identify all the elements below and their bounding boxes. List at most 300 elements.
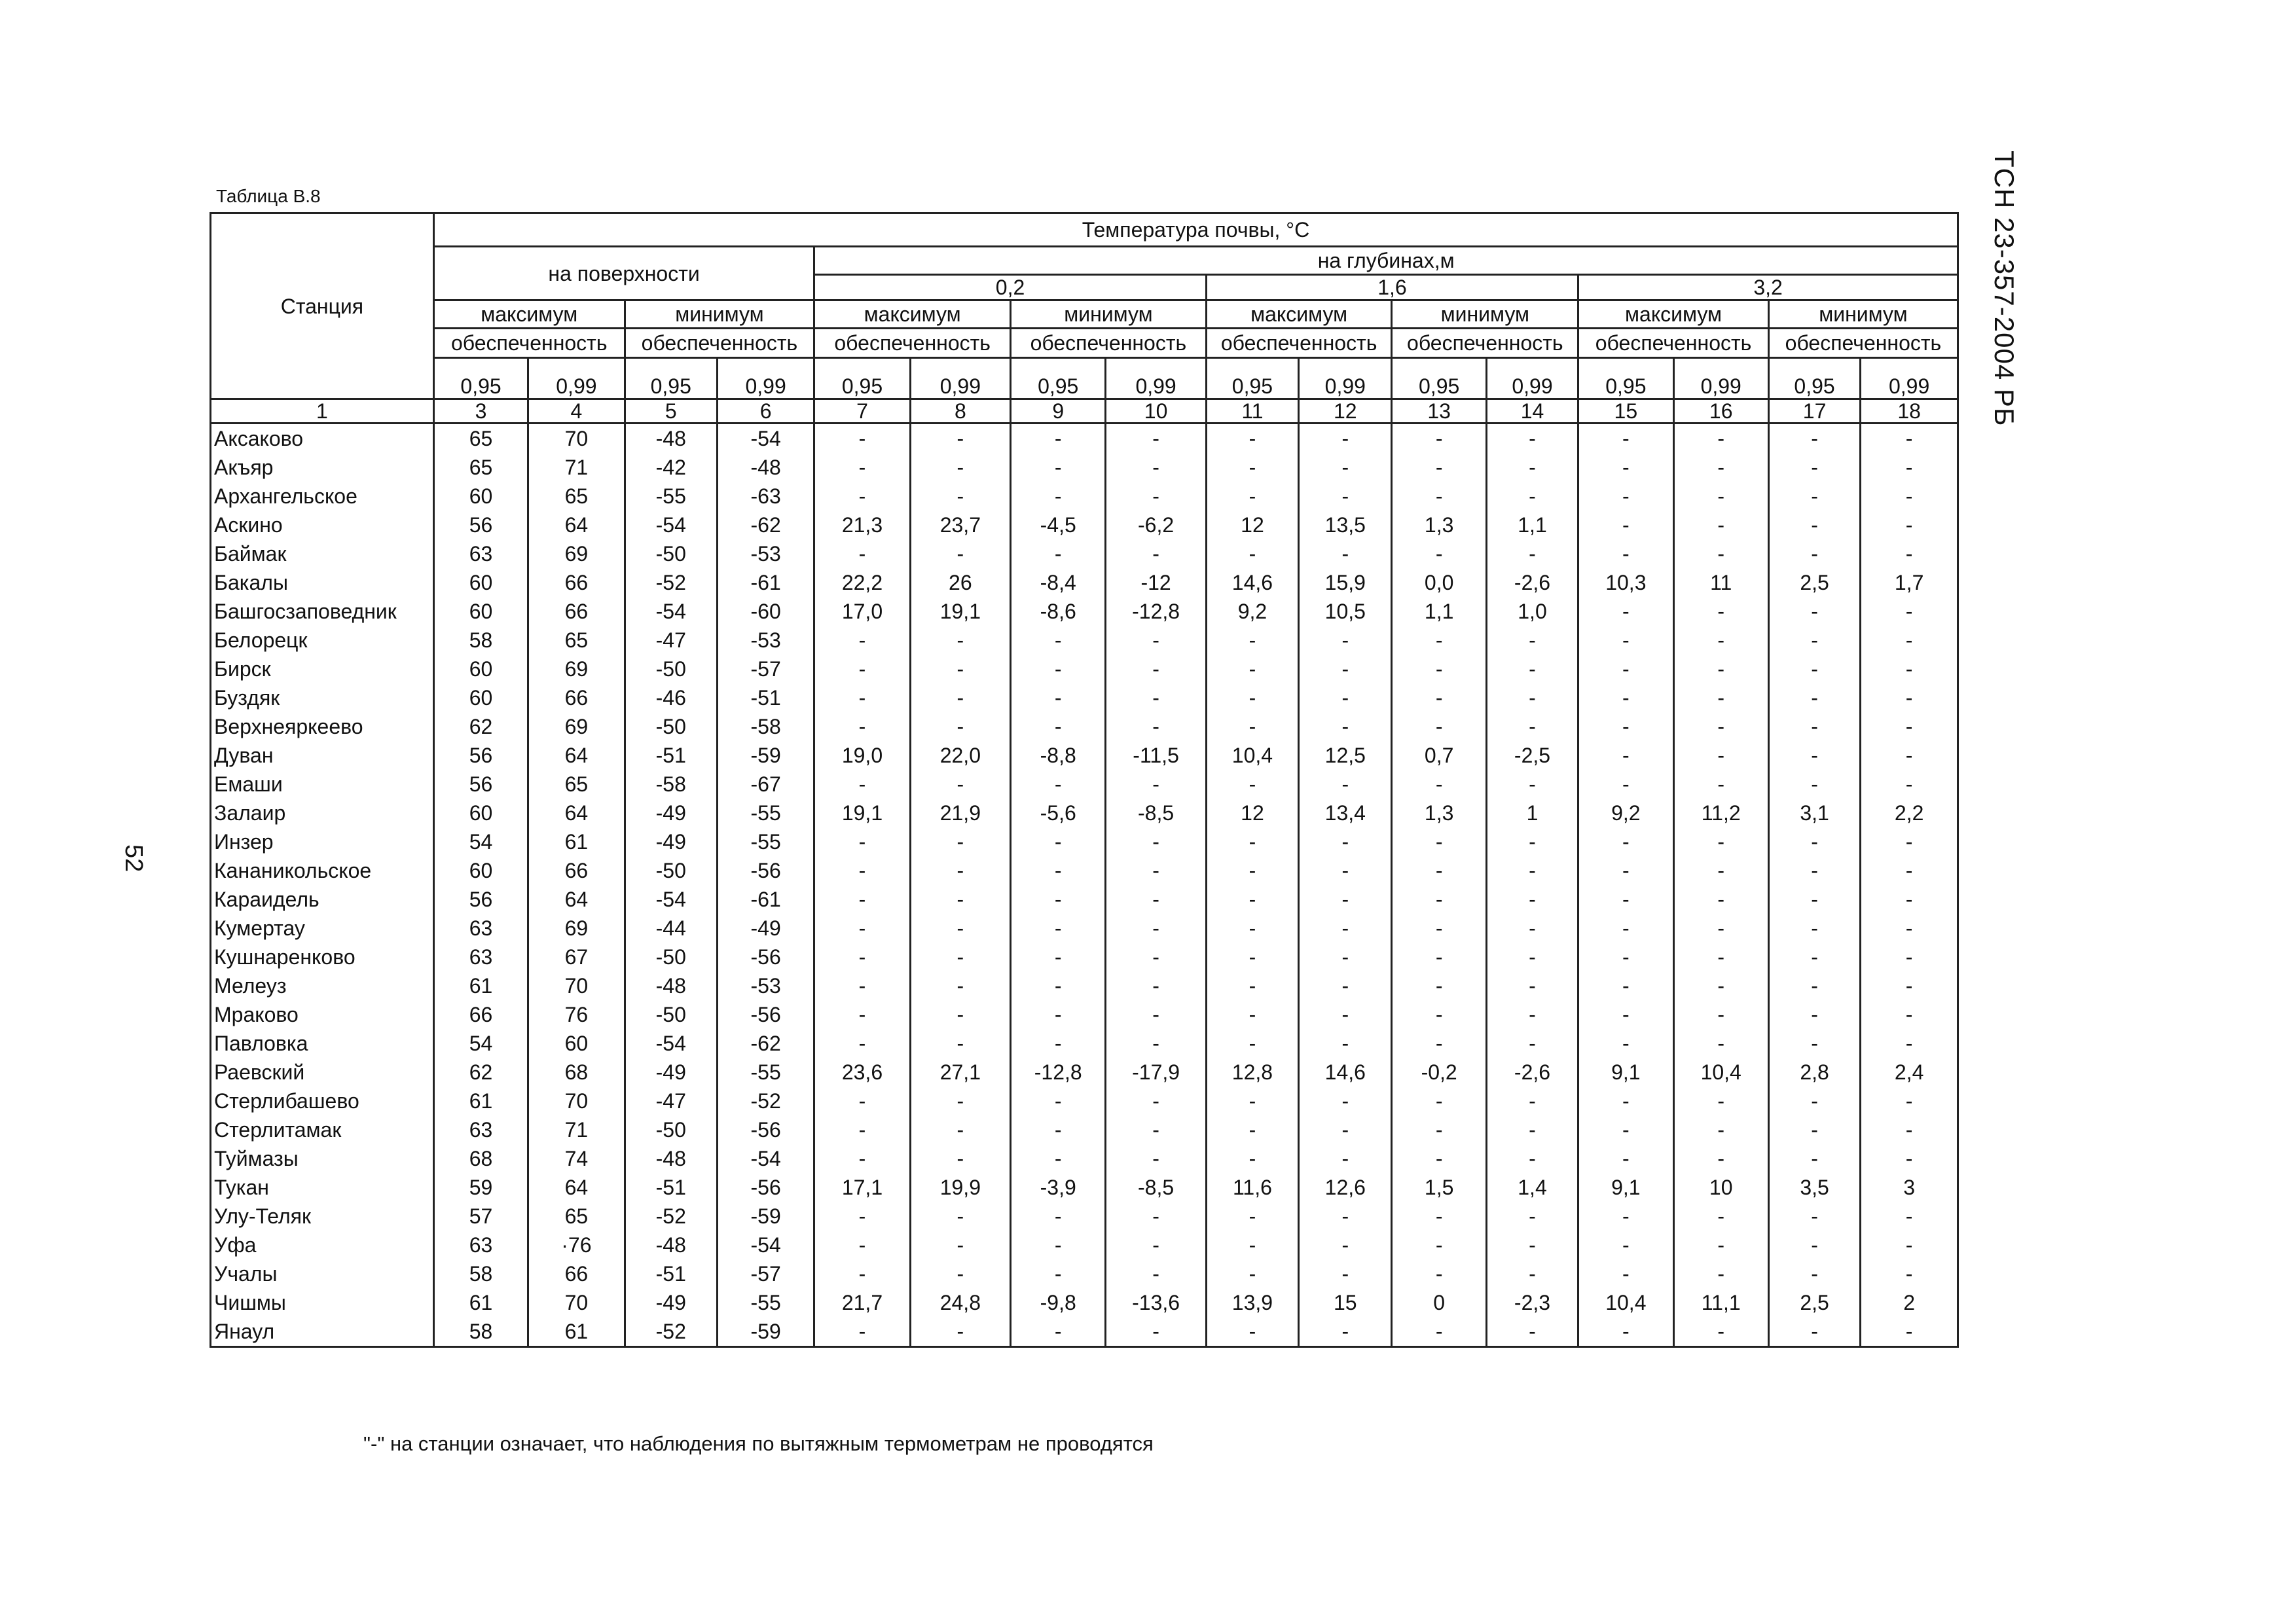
table-cell: 2,5 <box>1768 568 1860 597</box>
table-cell: -49 <box>625 799 717 827</box>
table-cell: - <box>1106 482 1206 511</box>
max-header: максимум <box>814 300 1011 329</box>
table-row <box>211 914 1958 943</box>
provision-header: обеспеченность <box>1578 329 1769 358</box>
table-cell: - <box>1206 539 1298 568</box>
table-cell: 10,3 <box>1578 568 1673 597</box>
table-cell: - <box>1578 971 1673 1000</box>
table-cell: - <box>1106 712 1206 741</box>
table-cell: - <box>1861 539 1958 568</box>
probability-header: 0,99 <box>528 358 625 399</box>
station-name: Караидель <box>211 885 434 914</box>
table-cell: - <box>1578 1144 1673 1173</box>
table-cell: 71 <box>528 1115 625 1144</box>
table-cell: 69 <box>528 539 625 568</box>
table-cell: - <box>1106 971 1206 1000</box>
table-cell: 60 <box>433 482 528 511</box>
table-cell: -48 <box>625 424 717 454</box>
table-cell: - <box>1011 1000 1106 1029</box>
table-cell: 69 <box>528 914 625 943</box>
table-cell: - <box>1486 1144 1578 1173</box>
table-cell: - <box>1011 914 1106 943</box>
column-number: 18 <box>1861 399 1958 424</box>
table-row <box>211 1058 1958 1087</box>
table-cell: - <box>1106 655 1206 683</box>
table-cell: -2,3 <box>1486 1288 1578 1317</box>
table-cell: - <box>1578 1029 1673 1058</box>
table-cell: - <box>1578 914 1673 943</box>
table-cell: -44 <box>625 914 717 943</box>
table-cell: - <box>1673 626 1768 655</box>
table-cell: 63 <box>433 943 528 971</box>
table-cell: 66 <box>528 856 625 885</box>
table-cell: 60 <box>433 568 528 597</box>
table-cell: - <box>1861 1144 1958 1173</box>
table-cell: - <box>910 971 1010 1000</box>
table-cell: - <box>1299 1317 1392 1347</box>
table-cell: - <box>1011 539 1106 568</box>
table-cell: 1,0 <box>1486 597 1578 626</box>
document-code <box>1967 151 2020 425</box>
table-cell: 23,7 <box>910 511 1010 539</box>
table-cell: - <box>1861 655 1958 683</box>
table-cell: 17,0 <box>814 597 910 626</box>
table-cell: - <box>1011 1115 1106 1144</box>
station-name: Верхнеяркеево <box>211 712 434 741</box>
table-cell: 65 <box>528 770 625 799</box>
table-cell: 65 <box>433 424 528 454</box>
table-cell: - <box>1768 655 1860 683</box>
table-cell: - <box>814 482 910 511</box>
table-cell: - <box>910 856 1010 885</box>
table-cell: - <box>1392 1000 1486 1029</box>
station-name: Кумертау <box>211 914 434 943</box>
min-header: минимум <box>1768 300 1958 329</box>
table-cell: - <box>910 683 1010 712</box>
table-cell: -62 <box>717 1029 814 1058</box>
table-cell: -2,5 <box>1486 741 1578 770</box>
table-cell: - <box>1299 856 1392 885</box>
table-cell: -54 <box>717 1144 814 1173</box>
table-cell: 1,3 <box>1392 511 1486 539</box>
table-cell: - <box>1299 1144 1392 1173</box>
table-cell: - <box>814 1029 910 1058</box>
table-cell: 60 <box>433 856 528 885</box>
table-cell: - <box>814 683 910 712</box>
provision-header: обеспеченность <box>1206 329 1392 358</box>
table-cell: - <box>910 1087 1010 1115</box>
station-name: Учалы <box>211 1259 434 1288</box>
station-name: Башгосзаповедник <box>211 597 434 626</box>
table-cell: - <box>814 1000 910 1029</box>
table-cell: - <box>910 539 1010 568</box>
table-cell: 12,6 <box>1299 1173 1392 1202</box>
column-number: 7 <box>814 399 910 424</box>
table-cell: 24,8 <box>910 1288 1010 1317</box>
table-cell: 21,9 <box>910 799 1010 827</box>
table-cell: -54 <box>625 885 717 914</box>
table-cell: - <box>1106 827 1206 856</box>
table-cell: 22,2 <box>814 568 910 597</box>
table-cell: - <box>1768 827 1860 856</box>
table-cell: - <box>1861 856 1958 885</box>
table-cell: 2 <box>1861 1288 1958 1317</box>
table-cell: -12,8 <box>1106 597 1206 626</box>
table-cell: - <box>1106 1202 1206 1231</box>
table-cell: 58 <box>433 626 528 655</box>
table-cell: - <box>1768 943 1860 971</box>
table-cell: - <box>1486 1000 1578 1029</box>
table-cell: - <box>1578 1087 1673 1115</box>
page-number-text: 52 <box>120 844 147 873</box>
table-cell: - <box>1299 827 1392 856</box>
table-cell: 65 <box>528 1202 625 1231</box>
provision-header: обеспеченность <box>433 329 625 358</box>
table-cell: 60 <box>433 683 528 712</box>
table-cell: - <box>1206 1144 1298 1173</box>
table-cell: - <box>910 626 1010 655</box>
table-cell: 65 <box>528 626 625 655</box>
table-cell: 63 <box>433 539 528 568</box>
table-cell: - <box>1768 1000 1860 1029</box>
table-cell: 3,5 <box>1768 1173 1860 1202</box>
table-cell: -50 <box>625 712 717 741</box>
table-cell: - <box>814 971 910 1000</box>
table-cell: 64 <box>528 885 625 914</box>
table-cell: - <box>1673 914 1768 943</box>
table-cell: 63 <box>433 914 528 943</box>
provision-header: обеспеченность <box>1768 329 1958 358</box>
table-cell: 68 <box>433 1144 528 1173</box>
table-cell: - <box>1861 827 1958 856</box>
table-cell: -42 <box>625 453 717 482</box>
table-cell: - <box>1673 943 1768 971</box>
table-cell: - <box>1768 1144 1860 1173</box>
table-cell: - <box>1861 885 1958 914</box>
table-cell: - <box>1861 1000 1958 1029</box>
table-cell: - <box>1392 539 1486 568</box>
table-cell: -58 <box>625 770 717 799</box>
table-cell: 56 <box>433 511 528 539</box>
table-cell: - <box>1106 626 1206 655</box>
table-cell: 19,1 <box>814 799 910 827</box>
table-cell: - <box>1673 1029 1768 1058</box>
table-row <box>211 511 1958 539</box>
soil-temperature-table <box>210 212 1959 1348</box>
probability-header: 0,99 <box>1673 358 1768 399</box>
table-cell: 9,1 <box>1578 1058 1673 1087</box>
table-cell: 60 <box>433 655 528 683</box>
table-cell: - <box>1106 1115 1206 1144</box>
table-cell: - <box>1768 453 1860 482</box>
table-cell: - <box>1299 655 1392 683</box>
table-cell: -55 <box>717 1058 814 1087</box>
table-cell: - <box>1206 453 1298 482</box>
table-row <box>211 597 1958 626</box>
station-name: Стерлитамак <box>211 1115 434 1144</box>
table-cell: 66 <box>528 597 625 626</box>
table-cell: - <box>1768 1202 1860 1231</box>
station-name: Бирск <box>211 655 434 683</box>
table-cell: 9,2 <box>1578 799 1673 827</box>
table-cell: - <box>1206 770 1298 799</box>
table-cell: 2,2 <box>1861 799 1958 827</box>
table-cell: -5,6 <box>1011 799 1106 827</box>
table-cell: - <box>910 1202 1010 1231</box>
table-cell: 27,1 <box>910 1058 1010 1087</box>
table-cell: 69 <box>528 655 625 683</box>
probability-header: 0,99 <box>717 358 814 399</box>
table-cell: -48 <box>625 971 717 1000</box>
table-cell: - <box>1011 453 1106 482</box>
table-cell: - <box>1861 482 1958 511</box>
table-cell: - <box>1299 683 1392 712</box>
table-cell: - <box>1206 712 1298 741</box>
table-cell: - <box>1673 712 1768 741</box>
table-cell: - <box>1861 453 1958 482</box>
table-cell: - <box>1011 1029 1106 1058</box>
table-cell: - <box>1392 683 1486 712</box>
table-cell: 54 <box>433 827 528 856</box>
table-cell: - <box>1861 712 1958 741</box>
min-header: минимум <box>625 300 814 329</box>
table-cell: - <box>1768 511 1860 539</box>
column-number: 11 <box>1206 399 1298 424</box>
table-cell: - <box>1768 971 1860 1000</box>
table-cell: -50 <box>625 943 717 971</box>
probability-header: 0,99 <box>910 358 1010 399</box>
table-cell: -4,5 <box>1011 511 1106 539</box>
table-cell: 1 <box>1486 799 1578 827</box>
table-cell: - <box>1392 1029 1486 1058</box>
table-cell: - <box>1768 712 1860 741</box>
table-cell: 60 <box>433 799 528 827</box>
table-cell: - <box>1486 885 1578 914</box>
table-cell: - <box>1106 1029 1206 1058</box>
table-cell: 2,8 <box>1768 1058 1860 1087</box>
table-row <box>211 1231 1958 1259</box>
page-number <box>121 844 147 884</box>
table-cell: - <box>1673 597 1768 626</box>
table-cell: -56 <box>717 1115 814 1144</box>
table-cell: - <box>1673 971 1768 1000</box>
probability-header: 0,95 <box>433 358 528 399</box>
table-cell: - <box>1206 1029 1298 1058</box>
table-cell: -48 <box>717 453 814 482</box>
table-cell: - <box>1861 1087 1958 1115</box>
table-cell: -9,8 <box>1011 1288 1106 1317</box>
table-cell: - <box>1106 914 1206 943</box>
table-cell: - <box>1011 943 1106 971</box>
table-cell: 1,7 <box>1861 568 1958 597</box>
table-cell: - <box>1578 655 1673 683</box>
table-cell: - <box>1486 1317 1578 1347</box>
depth-header-0-2: 0,2 <box>814 275 1206 300</box>
table-cell: - <box>1206 1115 1298 1144</box>
table-cell: 0,0 <box>1392 568 1486 597</box>
table-cell: - <box>1861 424 1958 454</box>
table-cell: 66 <box>528 683 625 712</box>
table-cell: -49 <box>625 1058 717 1087</box>
table-cell: - <box>1206 827 1298 856</box>
table-cell: -48 <box>625 1144 717 1173</box>
table-cell: - <box>814 1144 910 1173</box>
table-cell: - <box>1392 655 1486 683</box>
table-cell: 13,5 <box>1299 511 1392 539</box>
table-cell: - <box>1392 1317 1486 1347</box>
table-cell: 70 <box>528 1087 625 1115</box>
table-row <box>211 827 1958 856</box>
column-number: 1 <box>211 399 434 424</box>
table-cell: -55 <box>717 799 814 827</box>
table-cell: - <box>1392 770 1486 799</box>
station-name: Павловка <box>211 1029 434 1058</box>
table-cell: - <box>1106 424 1206 454</box>
table-cell: - <box>1673 827 1768 856</box>
table-cell: -54 <box>625 1029 717 1058</box>
table-cell: - <box>910 1029 1010 1058</box>
table-cell: - <box>1673 1259 1768 1288</box>
table-cell: - <box>910 770 1010 799</box>
table-cell: - <box>910 885 1010 914</box>
table-row <box>211 539 1958 568</box>
table-cell: - <box>1299 914 1392 943</box>
table-cell: 64 <box>528 741 625 770</box>
table-cell: -49 <box>717 914 814 943</box>
station-name: Мелеуз <box>211 971 434 1000</box>
provision-header: обеспеченность <box>625 329 814 358</box>
table-cell: -63 <box>717 482 814 511</box>
table-cell: - <box>1673 885 1768 914</box>
table-cell: - <box>1673 683 1768 712</box>
table-row <box>211 971 1958 1000</box>
min-header: минимум <box>1392 300 1578 329</box>
table-cell: - <box>814 1259 910 1288</box>
table-cell: - <box>1861 1202 1958 1231</box>
table-cell: - <box>814 1115 910 1144</box>
table-cell: 10 <box>1673 1173 1768 1202</box>
table-cell: - <box>1768 1317 1860 1347</box>
table-row <box>211 424 1958 454</box>
table-cell: 26 <box>910 568 1010 597</box>
min-header: минимум <box>1011 300 1207 329</box>
table-row <box>211 482 1958 511</box>
table-cell: 58 <box>433 1259 528 1288</box>
table-cell: - <box>1106 453 1206 482</box>
table-cell: - <box>814 914 910 943</box>
table-cell: 12,8 <box>1206 1058 1298 1087</box>
table-cell: - <box>1392 1202 1486 1231</box>
table-cell: -17,9 <box>1106 1058 1206 1087</box>
column-number: 13 <box>1392 399 1486 424</box>
table-cell: 1,5 <box>1392 1173 1486 1202</box>
table-cell: - <box>1768 539 1860 568</box>
station-name: Архангельское <box>211 482 434 511</box>
table-cell: - <box>1392 453 1486 482</box>
table-cell: - <box>1299 1115 1392 1144</box>
table-cell: - <box>1486 1115 1578 1144</box>
table-cell: - <box>1299 1202 1392 1231</box>
table-cell: -59 <box>717 1202 814 1231</box>
table-cell: 3 <box>1861 1173 1958 1202</box>
table-cell: - <box>910 1144 1010 1173</box>
table-cell: -56 <box>717 1000 814 1029</box>
table-cell: -46 <box>625 683 717 712</box>
station-name: Емаши <box>211 770 434 799</box>
table-cell: - <box>814 712 910 741</box>
table-cell: - <box>1486 453 1578 482</box>
table-cell: - <box>1578 856 1673 885</box>
column-number: 14 <box>1486 399 1578 424</box>
table-cell: - <box>910 914 1010 943</box>
table-cell: - <box>1392 885 1486 914</box>
table-cell: - <box>1578 539 1673 568</box>
table-cell: 56 <box>433 885 528 914</box>
column-number: 6 <box>717 399 814 424</box>
station-name: Баймак <box>211 539 434 568</box>
table-cell: - <box>1011 885 1106 914</box>
table-cell: 62 <box>433 1058 528 1087</box>
table-cell: - <box>1486 827 1578 856</box>
table-cell: 19,1 <box>910 597 1010 626</box>
table-cell: -61 <box>717 885 814 914</box>
table-cell: - <box>1578 1000 1673 1029</box>
table-cell: - <box>814 539 910 568</box>
column-number: 5 <box>625 399 717 424</box>
table-cell: - <box>1673 770 1768 799</box>
table-cell: - <box>1578 1231 1673 1259</box>
table-cell: -60 <box>717 597 814 626</box>
table-cell: - <box>1011 626 1106 655</box>
surface-header: на поверхности <box>433 247 814 300</box>
column-number: 8 <box>910 399 1010 424</box>
table-cell: - <box>1768 914 1860 943</box>
max-header: максимум <box>1578 300 1769 329</box>
table-cell: - <box>1486 1087 1578 1115</box>
table-cell: 11,6 <box>1206 1173 1298 1202</box>
table-cell: 65 <box>528 482 625 511</box>
table-cell: - <box>1206 971 1298 1000</box>
table-cell: 15 <box>1299 1288 1392 1317</box>
table-cell: -55 <box>625 482 717 511</box>
table-cell: - <box>1392 1259 1486 1288</box>
station-name: Аскино <box>211 511 434 539</box>
station-name: Буздяк <box>211 683 434 712</box>
table-cell: -47 <box>625 626 717 655</box>
table-cell: - <box>1011 856 1106 885</box>
table-cell: - <box>1206 1202 1298 1231</box>
table-cell: 67 <box>528 943 625 971</box>
table-cell: - <box>910 424 1010 454</box>
table-cell: - <box>1578 1259 1673 1288</box>
table-cell: - <box>1011 971 1106 1000</box>
table-cell: -12 <box>1106 568 1206 597</box>
table-cell: 1,4 <box>1486 1173 1578 1202</box>
table-cell: - <box>1861 1115 1958 1144</box>
table-cell: -51 <box>717 683 814 712</box>
table-cell: 19,9 <box>910 1173 1010 1202</box>
table-cell: -53 <box>717 971 814 1000</box>
max-header: максимум <box>1206 300 1392 329</box>
station-name: Янаул <box>211 1317 434 1347</box>
table-cell: - <box>1106 1231 1206 1259</box>
table-cell: -53 <box>717 539 814 568</box>
table-cell: 9,1 <box>1578 1173 1673 1202</box>
table-cell: - <box>1861 943 1958 971</box>
table-cell: 61 <box>433 1288 528 1317</box>
column-number: 17 <box>1768 399 1860 424</box>
station-name: Туймазы <box>211 1144 434 1173</box>
